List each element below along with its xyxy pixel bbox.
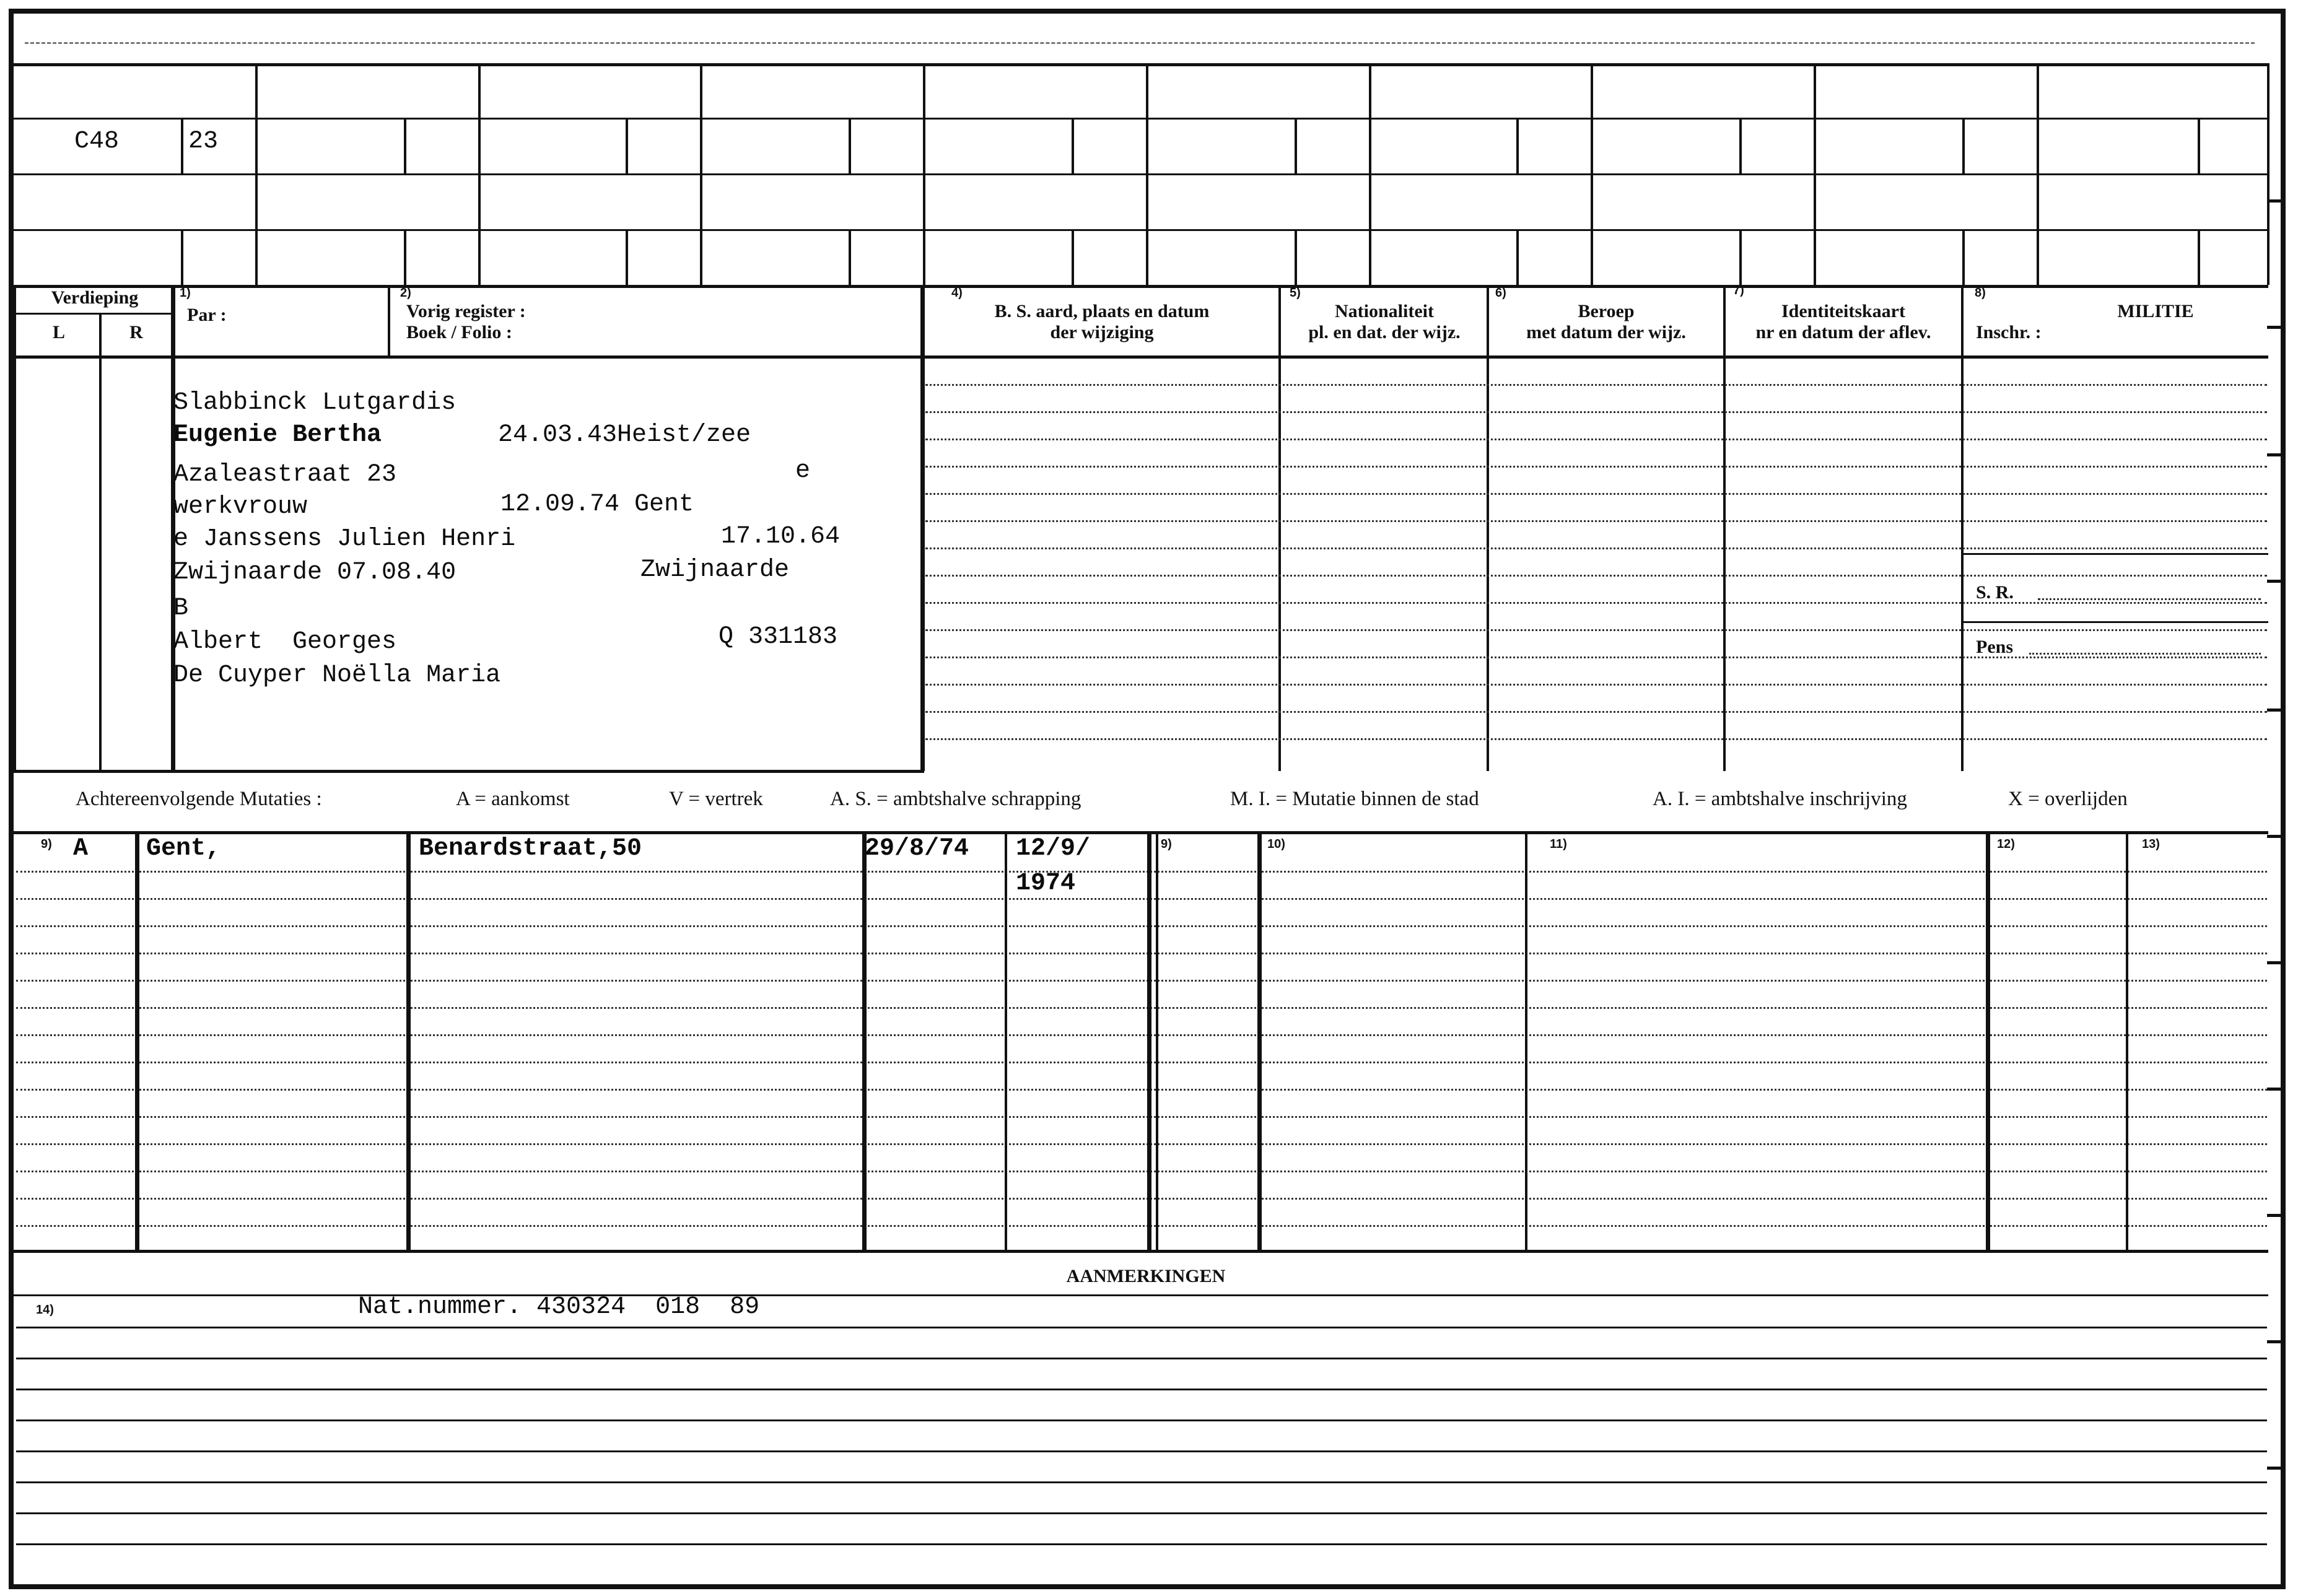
- ruled-line: [16, 1389, 2267, 1390]
- top-grid-col-7: [1369, 63, 1371, 285]
- person-nationality: B: [173, 595, 189, 622]
- ruled-line: [925, 384, 2267, 386]
- person-spouse-birth: Zwijnaarde 07.08.40: [173, 559, 457, 587]
- top-grid-cell-c48: C48: [74, 128, 120, 155]
- floor-l-label: L: [52, 322, 65, 342]
- mutation-street: Benardstraat,50: [419, 835, 642, 863]
- nationaliteit-label-1: Nationaliteit: [1335, 301, 1434, 321]
- footnote-14: 14): [36, 1303, 54, 1317]
- ruled-line: [16, 1512, 2267, 1514]
- boek-folio-label: Boek / Folio :: [406, 322, 512, 342]
- mut-col-6: [1257, 831, 1262, 1250]
- footnote-8: 8): [1975, 286, 1986, 300]
- top-grid-sub-5: [1295, 118, 1297, 173]
- header-col-id: [1723, 285, 1726, 771]
- edge-tick-6: [2267, 835, 2283, 838]
- header-col-beroep: [1487, 285, 1489, 771]
- ruled-line: [925, 602, 2267, 604]
- footnote-10: 10): [1267, 837, 1285, 851]
- footnote-1: 1): [180, 286, 191, 300]
- ruled-line: [925, 547, 2267, 549]
- ruled-line: [16, 1481, 2267, 1483]
- top-grid-col-9: [1814, 63, 1816, 285]
- mutation-registration-date: 12/9/: [1016, 835, 1091, 863]
- ruled-line: [16, 1089, 2267, 1091]
- top-grid-sub-9b: [2198, 229, 2200, 285]
- edge-tick-3: [2267, 453, 2283, 456]
- verdieping-label: Verdieping: [51, 287, 139, 308]
- mutation-type: A: [73, 835, 89, 863]
- ruled-line: [16, 1007, 2267, 1009]
- ruled-line: [925, 493, 2267, 495]
- header-col-militie: [1961, 285, 1964, 771]
- top-grid-col-10: [2037, 63, 2039, 285]
- beroep-label-2: met datum der wijz.: [1526, 322, 1686, 342]
- top-grid-sub-2: [626, 118, 628, 173]
- ruled-line: [16, 1034, 2267, 1036]
- ruled-line: [925, 711, 2267, 713]
- top-grid-col-3: [478, 63, 481, 285]
- top-grid-bottom-border: [14, 285, 2268, 288]
- legend-v: V = vertrek: [669, 788, 763, 810]
- sr-label: S. R.: [1976, 582, 2014, 603]
- edge-tick-7: [2267, 961, 2283, 964]
- mut-col-9: [2126, 831, 2128, 1250]
- ruled-line: [925, 438, 2267, 440]
- person-occupation: werkvrouw: [173, 493, 308, 521]
- person-marriage-date: 17.10.64: [721, 523, 841, 551]
- edge-tick-8: [2267, 1088, 2283, 1091]
- legend-title: Achtereenvolgende Mutaties :: [76, 788, 322, 810]
- sr-dotline: [2038, 598, 2261, 600]
- ruled-line: [925, 656, 2267, 658]
- ruled-line: [16, 871, 2267, 873]
- vorig-register-label: Vorig register :: [406, 301, 526, 321]
- nationaliteit-label-2: pl. en dat. der wijz.: [1308, 322, 1461, 342]
- header-col-lr: [99, 313, 102, 771]
- top-grid-sub-4: [1072, 118, 1074, 173]
- top-grid-col-5: [923, 63, 925, 285]
- footnote-2: 2): [400, 286, 411, 300]
- person-address-e: e: [795, 457, 811, 485]
- footnote-5: 5): [1290, 286, 1301, 300]
- legend-as: A. S. = ambtshalve schrapping: [830, 788, 1081, 810]
- footnote-9b: 9): [1161, 837, 1172, 851]
- mut-col-2: [406, 831, 411, 1250]
- top-grid-sub-6: [1516, 118, 1519, 173]
- ruled-line: [16, 898, 2267, 900]
- remarks-national-number: Nat.nummer. 430324 018 89: [358, 1293, 760, 1321]
- bs-label-2: der wijziging: [1050, 322, 1154, 342]
- pens-dotline: [2029, 653, 2261, 655]
- edge-tick-5: [2267, 709, 2283, 712]
- top-grid-col-1: [181, 118, 183, 173]
- edge-tick-1: [2267, 199, 2283, 203]
- mut-col-3: [862, 831, 867, 1250]
- person-id-number: Q 331183: [719, 623, 838, 651]
- remarks-title: AANMERKINGEN: [1066, 1266, 1226, 1286]
- ruled-line: [16, 1358, 2267, 1359]
- footnote-11: 11): [1550, 837, 1567, 851]
- top-grid-col-6: [1146, 63, 1148, 285]
- top-grid-sub-5b: [1295, 229, 1297, 285]
- person-address: Azaleastraat 23: [173, 461, 397, 489]
- top-grid-row-line-3: [14, 229, 2268, 231]
- mut-col-7: [1525, 831, 1527, 1250]
- top-grid-sub-4b: [1072, 229, 1074, 285]
- person-name: Slabbinck Lutgardis: [173, 389, 457, 417]
- ruled-line: [925, 575, 2267, 577]
- ruled-line: [925, 466, 2267, 468]
- ruled-line: [925, 629, 2267, 631]
- bs-label-1: B. S. aard, plaats en datum: [994, 301, 1210, 321]
- top-grid-sub-7: [1739, 118, 1742, 173]
- footnote-12: 12): [1997, 837, 2015, 851]
- top-grid-sub-8b: [1962, 229, 1965, 285]
- top-grid-sub-7b: [1739, 229, 1742, 285]
- mut-col-5b: [1156, 831, 1158, 1250]
- pens-label: Pens: [1976, 637, 2013, 657]
- top-grid-col-8: [1591, 63, 1593, 285]
- ruled-line: [16, 980, 2267, 982]
- mut-col-5: [1147, 831, 1151, 1250]
- person-spouse: e Janssens Julien Henri: [173, 525, 516, 553]
- identiteitskaart-label-1: Identiteitskaart: [1781, 301, 1905, 321]
- mutations-bottom-border: [14, 1250, 2268, 1253]
- ruled-line: [925, 738, 2267, 740]
- ruled-line: [16, 1198, 2267, 1200]
- mutation-date: 29/8/74: [865, 835, 969, 863]
- militie-label: MILITIE: [2117, 301, 2194, 321]
- top-grid-sub-6b: [1516, 229, 1519, 285]
- person-mother: De Cuyper Noëlla Maria: [173, 661, 501, 689]
- floor-r-label: R: [129, 322, 143, 342]
- edge-tick-11: [2267, 1467, 2283, 1470]
- header-col-vorig: [388, 285, 390, 355]
- top-grid-cell-23: 23: [188, 128, 219, 155]
- mutation-city: Gent,: [146, 835, 221, 863]
- ruled-line: [16, 1171, 2267, 1172]
- ruled-line: [16, 1143, 2267, 1145]
- remarks-header-line: [14, 1294, 2268, 1296]
- mut-col-4: [1005, 831, 1007, 1250]
- par-label: Par :: [187, 305, 227, 325]
- top-grid-col-2: [255, 63, 258, 285]
- legend-x: X = overlijden: [2008, 788, 2128, 810]
- main-bottom-border: [14, 770, 924, 773]
- top-grid-sub-9: [2198, 118, 2200, 173]
- header-bottom-border: [14, 355, 2268, 359]
- edge-tick-10: [2267, 1340, 2283, 1343]
- top-grid-top-border: [14, 63, 2268, 66]
- ruled-line: [16, 1327, 2267, 1328]
- top-grid-row-line-2: [14, 173, 2268, 175]
- top-grid-row-line-1: [14, 118, 2268, 120]
- ruled-line: [16, 1116, 2267, 1118]
- legend-mi: M. I. = Mutatie binnen de stad: [1230, 788, 1479, 810]
- header-col-bs: [920, 285, 925, 771]
- person-marriage-place: Zwijnaarde: [640, 556, 790, 584]
- mutation-registration-year: 1974: [1016, 870, 1076, 897]
- top-faint-line: [25, 42, 2255, 44]
- top-grid-col-1b: [181, 229, 183, 285]
- top-grid-col-11: [2267, 63, 2270, 285]
- ruled-line: [925, 411, 2267, 413]
- ruled-line: [16, 1450, 2267, 1452]
- top-grid-sub-3: [849, 118, 851, 173]
- left-edge-main: [14, 285, 16, 771]
- footnote-4: 4): [951, 286, 963, 300]
- verdieping-split: [14, 313, 172, 315]
- mut-col-1: [135, 831, 139, 1250]
- person-given-names: Eugenie Bertha: [173, 421, 382, 449]
- ruled-line: [16, 1062, 2267, 1063]
- militie-split-2: [1964, 621, 2268, 623]
- inschr-label: Inschr. :: [1976, 322, 2042, 342]
- militie-split-1: [1964, 553, 2268, 555]
- legend-ai: A. I. = ambtshalve inschrijving: [1653, 788, 1907, 810]
- footnote-13: 13): [2142, 837, 2160, 851]
- identiteitskaart-label-2: nr en datum der aflev.: [1755, 322, 1931, 342]
- edge-tick-9: [2267, 1214, 2283, 1217]
- ruled-line: [16, 925, 2267, 927]
- ruled-line: [16, 953, 2267, 954]
- ruled-line: [16, 1543, 2267, 1545]
- top-grid-sub-1: [404, 118, 406, 173]
- ruled-line: [16, 1225, 2267, 1227]
- footnote-9a: 9): [41, 837, 52, 851]
- mutations-top-border: [14, 831, 2268, 834]
- top-grid-sub-2b: [626, 229, 628, 285]
- top-grid-col-4: [700, 63, 702, 285]
- legend-a: A = aankomst: [456, 788, 570, 810]
- edge-tick-4: [2267, 580, 2283, 583]
- header-col-nat: [1278, 285, 1281, 771]
- top-grid-sub-8: [1962, 118, 1965, 173]
- ruled-line: [925, 520, 2267, 522]
- beroep-label-1: Beroep: [1578, 301, 1635, 321]
- top-grid-sub-1b: [404, 229, 406, 285]
- ruled-line: [925, 684, 2267, 686]
- top-grid-sub-3b: [849, 229, 851, 285]
- person-occupation-date: 12.09.74 Gent: [500, 491, 694, 518]
- edge-tick-2: [2267, 326, 2283, 329]
- footnote-6: 6): [1495, 286, 1506, 300]
- ruled-line: [16, 1419, 2267, 1421]
- footnote-7: 7): [1733, 284, 1744, 297]
- person-extra-names: Albert Georges: [173, 628, 397, 656]
- mut-col-8: [1986, 831, 1990, 1250]
- person-birth: 24.03.43Heist/zee: [498, 421, 751, 449]
